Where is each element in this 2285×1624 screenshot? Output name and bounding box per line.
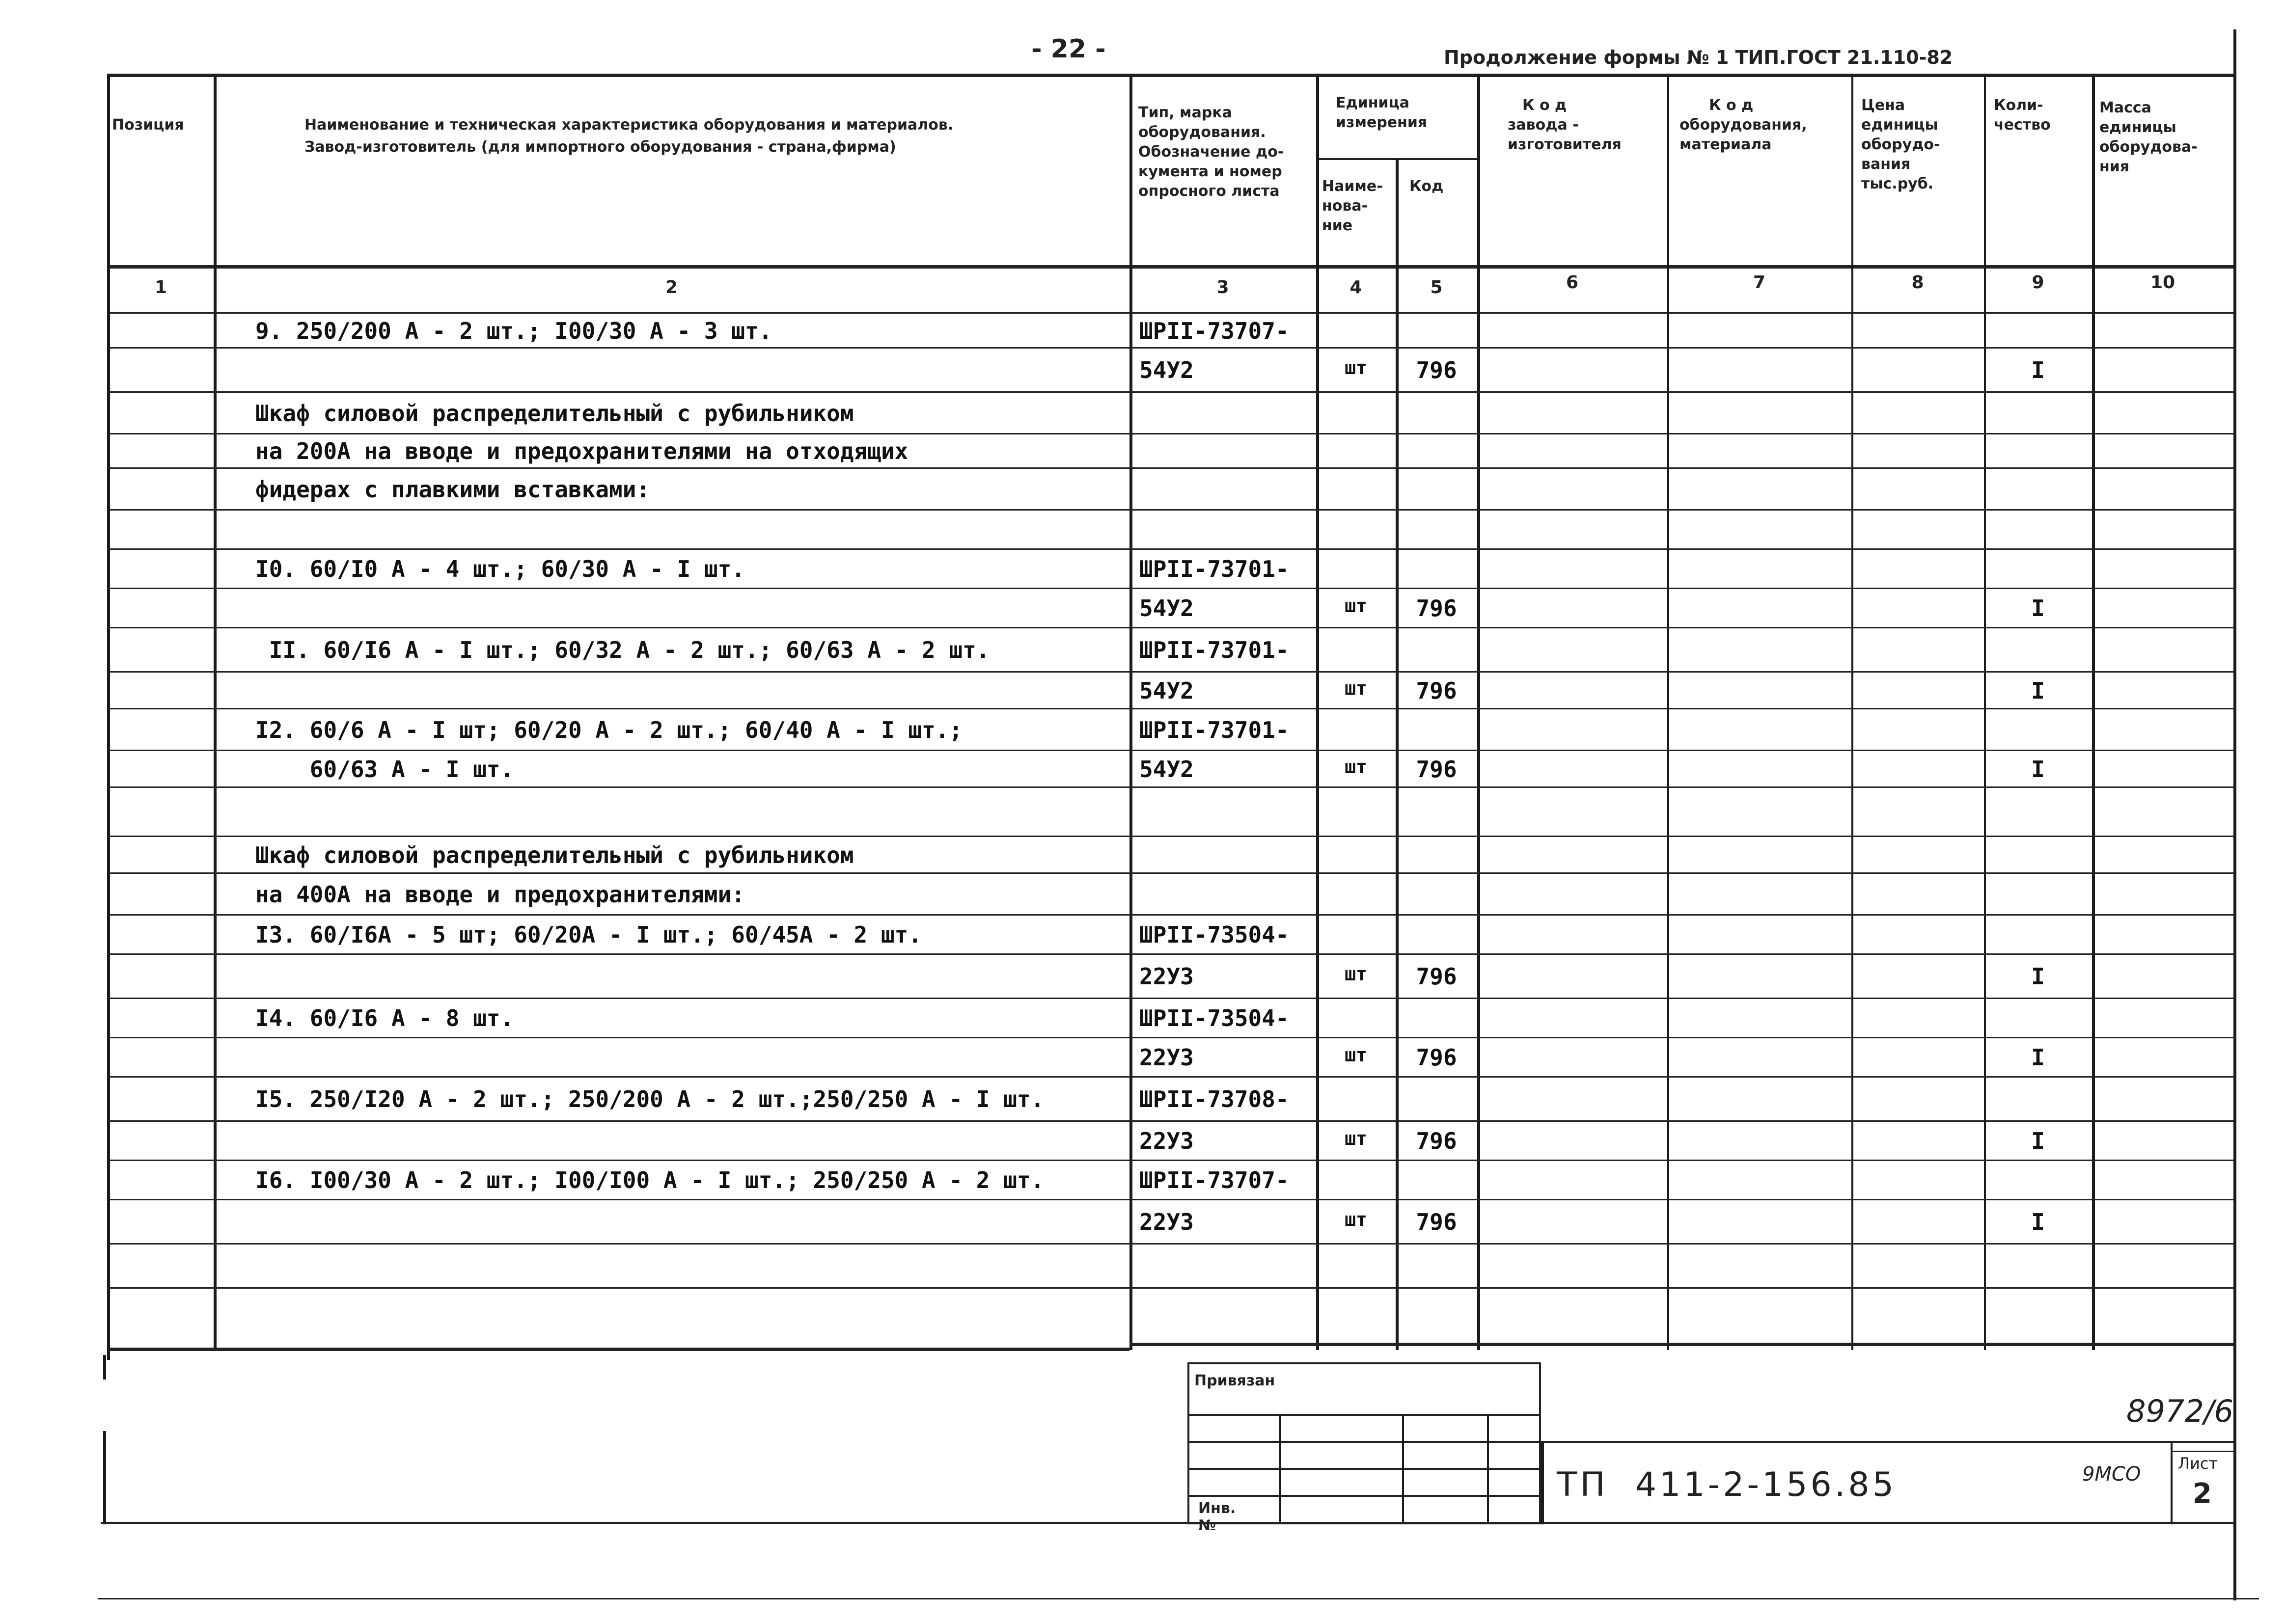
cell-unit: шт [1345,1128,1367,1149]
cell-type: ШРII-73707- [1139,318,1289,344]
cell-type: 22У3 [1139,1128,1194,1154]
table-row [0,1038,2285,1078]
table-row [0,709,2285,751]
cell-type: ШРII-73504- [1139,1005,1289,1031]
cell-name: 60/63 А - I шт. [255,756,514,783]
sheet-label: Лист [2178,1454,2218,1473]
table-row [0,999,2285,1038]
cell-qty: I [2031,963,2045,990]
cell-type: 22У3 [1139,1044,1194,1071]
cell-name: I0. 60/I0 А - 4 шт.; 60/30 А - I шт. [255,556,745,582]
cell-qty: I [2031,1128,2045,1154]
cell-type: 54У2 [1139,595,1194,622]
cell-name: I4. 60/I6 А - 8 шт. [255,1005,514,1031]
cell-code: 796 [1416,677,1457,704]
header-unit-code: Код [1409,178,1444,195]
column-number: 2 [665,277,678,298]
cell-name: на 200А на вводе и предохранителями на отходящих [255,438,908,464]
table-row [0,788,2285,837]
cell-name: фидерах с плавкими вставками: [255,476,650,503]
header-price: Цена единицы оборудо- вания тыс.руб. [1861,97,1940,192]
column-number: 9 [2032,272,2044,293]
page-number: - 22 - [1031,34,1106,64]
header-mass: Масса единицы оборудова- ния [2099,99,2198,175]
table-row [0,314,2285,349]
cell-name: I2. 60/6 А - I шт; 60/20 А - 2 шт.; 60/40 А - I шт.; [255,716,963,743]
cell-qty: I [2031,1209,2045,1235]
column-number: 3 [1216,277,1229,298]
cell-unit: шт [1345,1044,1367,1066]
table-row [0,751,2285,788]
cell-code: 796 [1416,1209,1457,1235]
archive-number: 8972/6 [2126,1393,2234,1429]
table-row [0,673,2285,709]
table-row [0,434,2285,469]
stamp-mark: 9МСО [2082,1463,2141,1486]
cell-code: 796 [1416,1128,1457,1154]
table-row [0,550,2285,589]
header-unit-name: Наиме- нова- ние [1322,178,1383,234]
cell-code: 796 [1416,357,1457,383]
header-name-line2: Завод-изготовитель (для импортного оборудования - страна,фирма) [304,138,896,156]
cell-qty: I [2031,677,2045,704]
column-number: 5 [1430,277,1443,298]
column-number: 7 [1753,272,1766,293]
table-row [0,916,2285,955]
table-row [0,1245,2285,1289]
cell-code: 796 [1416,963,1457,990]
column-number: 1 [154,277,167,298]
table-row [0,469,2285,511]
cell-type: ШРII-73701- [1139,637,1289,663]
table-row [0,1078,2285,1122]
stamp-inventory-label: Инв. № [1198,1500,1236,1534]
cell-qty: I [2031,357,2045,383]
cell-unit: шт [1345,963,1367,985]
header-position: Позиция [112,116,184,134]
cell-type: ШРII-73701- [1139,556,1289,582]
cell-code: 796 [1416,595,1457,622]
cell-name: II. 60/I6 А - I шт.; 60/32 А - 2 шт.; 60/63 А - 2 шт. [255,637,990,663]
sheet-number: 2 [2193,1478,2212,1510]
header-unit: Единица измерения [1336,94,1428,131]
column-number: 8 [1911,272,1924,293]
table-row [0,589,2285,628]
column-number: 10 [2150,272,2175,293]
header-quantity: Коли- чество [1994,97,2051,134]
table-row [0,628,2285,673]
table-row [0,393,2285,434]
cell-type: 22У3 [1139,963,1194,990]
cell-name: 9. 250/200 А - 2 шт.; I00/30 А - 3 шт. [255,318,772,344]
cell-unit: шт [1345,677,1367,699]
form-continuation: Продолжение формы № 1 ТИП.ГОСТ 21.110-82 [1444,47,1953,68]
table-row [0,874,2285,916]
cell-name: I5. 250/I20 А - 2 шт.; 250/200 А - 2 шт.;250/250 А - I шт. [255,1086,1045,1112]
cell-name: I6. I00/30 А - 2 шт.; I00/I00 А - I шт.; 250/250 А - 2 шт. [255,1167,1045,1193]
cell-type: ШРII-73708- [1139,1086,1289,1112]
cell-type: 22У3 [1139,1209,1194,1235]
cell-qty: I [2031,1044,2045,1071]
cell-type: ШРII-73707- [1139,1167,1289,1193]
table-row [0,1122,2285,1161]
cell-type: 54У2 [1139,677,1194,704]
cell-name: Шкаф силовой распределительный с рубильником [255,841,854,868]
cell-unit: шт [1345,1209,1367,1230]
table-row [0,837,2285,874]
column-number: 4 [1349,277,1362,298]
cell-unit: шт [1345,756,1367,778]
header-equipment-code: К о д оборудования, материала [1679,97,1807,153]
cell-type: ШРII-73701- [1139,716,1289,743]
cell-type: ШРII-73504- [1139,921,1289,948]
column-number: 6 [1566,272,1579,293]
table-row [0,1161,2285,1200]
table-row [0,955,2285,999]
header-type: Тип, марка оборудования. Обозначение до- кумента и номер опросного листа [1138,104,1284,200]
table-row [0,1200,2285,1245]
header-name-line1: Наименование и техническая характеристика оборудования и материалов. [304,116,954,134]
document-code: ТП 411-2-156.85 [1557,1465,1897,1504]
header-plant-code: К о д завода - изготовителя [1508,97,1622,153]
cell-unit: шт [1345,357,1367,379]
cell-unit: шт [1345,595,1367,617]
table-row [0,349,2285,393]
cell-type: 54У2 [1139,756,1194,783]
cell-name: на 400А на вводе и предохранителями: [255,881,745,908]
cell-type: 54У2 [1139,357,1194,383]
cell-code: 796 [1416,1044,1457,1071]
cell-name: I3. 60/I6А - 5 шт; 60/20А - I шт.; 60/45А - 2 шт. [255,921,922,948]
cell-name: Шкаф силовой распределительный с рубильником [255,400,854,427]
stamp-bound-label: Привязан [1194,1372,1275,1389]
cell-code: 796 [1416,756,1457,783]
cell-qty: I [2031,756,2045,783]
table-row [0,511,2285,550]
cell-qty: I [2031,595,2045,622]
